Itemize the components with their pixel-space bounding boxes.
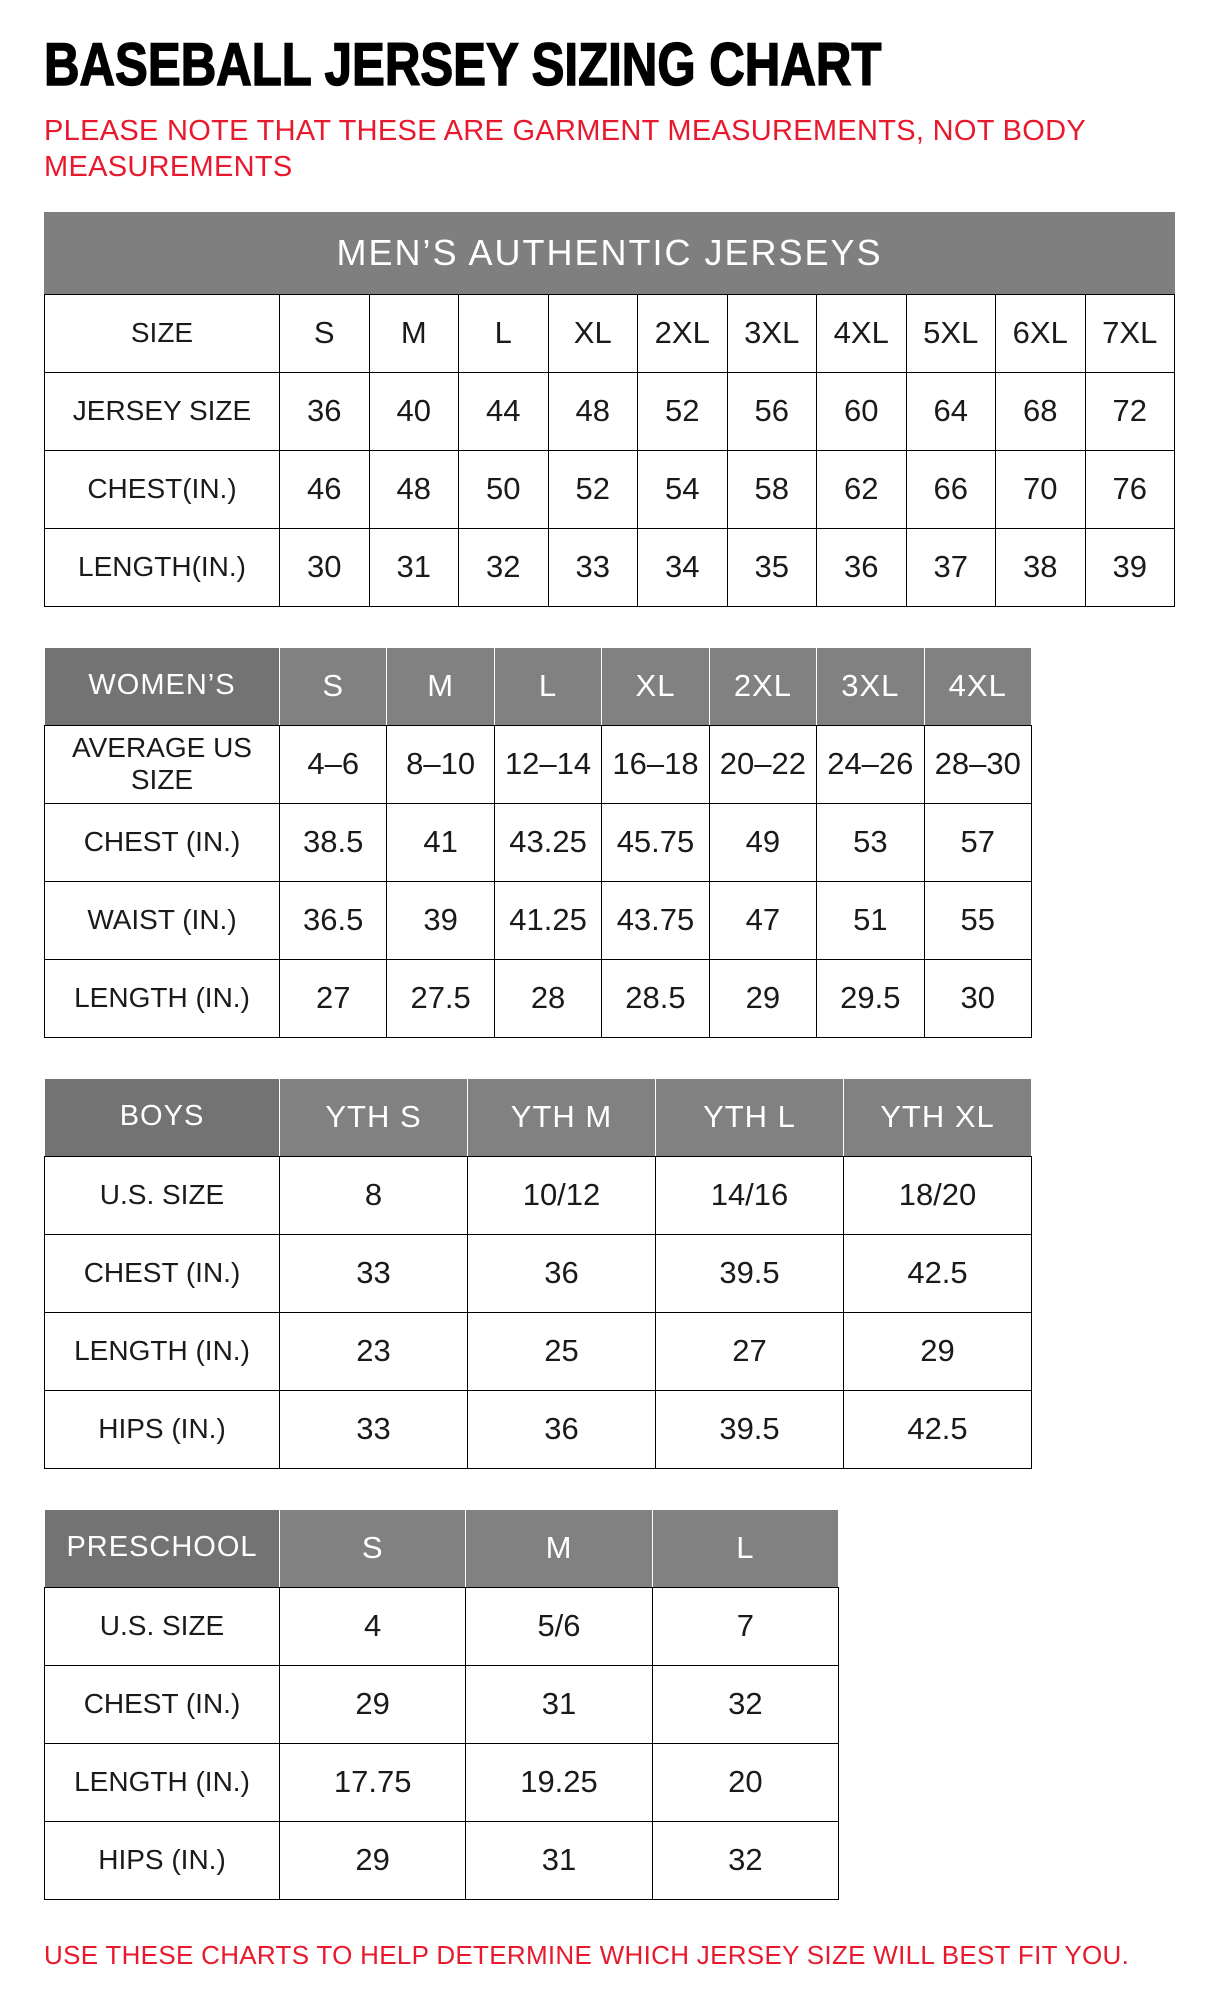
- size-table-row: [45, 372, 1175, 450]
- value-cell: 41: [387, 803, 494, 881]
- value-cell: 39.5: [656, 1390, 844, 1468]
- value-cell: 53: [817, 803, 924, 881]
- row-label-cell: CHEST (IN.): [45, 803, 280, 881]
- value-cell: 43.25: [494, 803, 601, 881]
- boys-jerseys-section: [44, 1078, 1190, 1469]
- size-column-header: L: [494, 647, 601, 725]
- size-column-header: YTH XL: [844, 1078, 1032, 1156]
- size-column-header: 3XL: [817, 647, 924, 725]
- fit-advice-note: USE THESE CHARTS TO HELP DETERMINE WHICH JERSEY SIZE WILL BEST FIT YOU.: [44, 1939, 1130, 1970]
- value-cell: 29: [280, 1665, 466, 1743]
- value-cell: 29: [844, 1312, 1032, 1390]
- value-cell: 20–22: [709, 725, 816, 803]
- value-cell: 32: [652, 1665, 838, 1743]
- value-cell: 36: [468, 1234, 656, 1312]
- value-cell: 39: [1085, 528, 1175, 606]
- boys-size-table-host: [44, 1078, 1190, 1469]
- value-cell: 34: [638, 528, 728, 606]
- value-cell: 55: [924, 881, 1031, 959]
- value-cell: 46: [280, 450, 370, 528]
- size-table-row: [45, 725, 1032, 803]
- value-cell: 72: [1085, 372, 1175, 450]
- size-table-row: [45, 294, 1175, 372]
- value-cell: 48: [369, 450, 459, 528]
- row-label-cell: U.S. SIZE: [45, 1156, 280, 1234]
- value-cell: 25: [468, 1312, 656, 1390]
- size-column-header: 4XL: [924, 647, 1031, 725]
- mens-table-title-bar: MEN’S AUTHENTIC JERSEYS: [44, 212, 1175, 294]
- table-group-label: BOYS: [45, 1078, 280, 1156]
- size-table-row: [45, 803, 1032, 881]
- value-cell: 54: [638, 450, 728, 528]
- value-cell: 76: [1085, 450, 1175, 528]
- size-table-row: [45, 881, 1032, 959]
- size-table-row: [45, 1743, 839, 1821]
- value-cell: 30: [280, 528, 370, 606]
- value-cell: 28: [494, 959, 601, 1037]
- size-table-row: [45, 1390, 1032, 1468]
- value-cell: 66: [906, 450, 996, 528]
- value-cell: 4XL: [817, 294, 907, 372]
- value-cell: 8–10: [387, 725, 494, 803]
- value-cell: 24–26: [817, 725, 924, 803]
- value-cell: 32: [652, 1821, 838, 1899]
- size-column-header: YTH L: [656, 1078, 844, 1156]
- value-cell: 28.5: [602, 959, 709, 1037]
- value-cell: 45.75: [602, 803, 709, 881]
- row-label-cell: LENGTH (IN.): [45, 1312, 280, 1390]
- value-cell: 47: [709, 881, 816, 959]
- value-cell: 5XL: [906, 294, 996, 372]
- size-table: [44, 1509, 839, 1900]
- size-column-header: L: [652, 1509, 838, 1587]
- value-cell: 18/20: [844, 1156, 1032, 1234]
- size-table: [44, 294, 1175, 607]
- value-cell: 42.5: [844, 1390, 1032, 1468]
- value-cell: 52: [548, 450, 638, 528]
- size-column-header: S: [280, 1509, 466, 1587]
- row-label-cell: HIPS (IN.): [45, 1821, 280, 1899]
- value-cell: 33: [280, 1234, 468, 1312]
- size-table-row: [45, 1234, 1032, 1312]
- value-cell: XL: [548, 294, 638, 372]
- value-cell: 32: [459, 528, 549, 606]
- value-cell: 36: [817, 528, 907, 606]
- value-cell: 43.75: [602, 881, 709, 959]
- preschool-size-table-host: [44, 1509, 1190, 1900]
- size-table-row: [45, 528, 1175, 606]
- value-cell: 52: [638, 372, 728, 450]
- value-cell: 42.5: [844, 1234, 1032, 1312]
- value-cell: 10/12: [468, 1156, 656, 1234]
- value-cell: 39: [387, 881, 494, 959]
- row-label-cell: WAIST (IN.): [45, 881, 280, 959]
- value-cell: 27.5: [387, 959, 494, 1037]
- value-cell: 6XL: [996, 294, 1086, 372]
- row-label-cell: LENGTH (IN.): [45, 1743, 280, 1821]
- value-cell: 31: [466, 1821, 652, 1899]
- value-cell: 31: [466, 1665, 652, 1743]
- size-table-header-row: [45, 1078, 1032, 1156]
- row-label-cell: CHEST (IN.): [45, 1665, 280, 1743]
- size-table-row: [45, 1587, 839, 1665]
- value-cell: 27: [280, 959, 387, 1037]
- value-cell: 20: [652, 1743, 838, 1821]
- value-cell: 23: [280, 1312, 468, 1390]
- value-cell: 27: [656, 1312, 844, 1390]
- value-cell: 3XL: [727, 294, 817, 372]
- value-cell: 50: [459, 450, 549, 528]
- value-cell: M: [369, 294, 459, 372]
- value-cell: 40: [369, 372, 459, 450]
- value-cell: 14/16: [656, 1156, 844, 1234]
- size-table-row: [45, 1156, 1032, 1234]
- value-cell: 38: [996, 528, 1086, 606]
- value-cell: 29.5: [817, 959, 924, 1037]
- value-cell: 64: [906, 372, 996, 450]
- size-column-header: M: [466, 1509, 652, 1587]
- table-group-label: PRESCHOOL: [45, 1509, 280, 1587]
- size-table-row: [45, 959, 1032, 1037]
- value-cell: S: [280, 294, 370, 372]
- row-label-cell: LENGTH (IN.): [45, 959, 280, 1037]
- row-label-cell: SIZE: [45, 294, 280, 372]
- value-cell: 4: [280, 1587, 466, 1665]
- size-column-header: 2XL: [709, 647, 816, 725]
- value-cell: 7XL: [1085, 294, 1175, 372]
- value-cell: 7: [652, 1587, 838, 1665]
- value-cell: 35: [727, 528, 817, 606]
- value-cell: 29: [280, 1821, 466, 1899]
- size-table-header-row: [45, 647, 1032, 725]
- value-cell: 30: [924, 959, 1031, 1037]
- mens-size-table-host: [44, 294, 1190, 607]
- value-cell: 12–14: [494, 725, 601, 803]
- size-table: [44, 1078, 1032, 1469]
- value-cell: 4–6: [280, 725, 387, 803]
- womens-jerseys-section: [44, 647, 1190, 1038]
- value-cell: 19.25: [466, 1743, 652, 1821]
- value-cell: 2XL: [638, 294, 728, 372]
- size-column-header: S: [280, 647, 387, 725]
- value-cell: 62: [817, 450, 907, 528]
- value-cell: L: [459, 294, 549, 372]
- size-table-row: [45, 1821, 839, 1899]
- value-cell: 48: [548, 372, 638, 450]
- value-cell: 33: [280, 1390, 468, 1468]
- value-cell: 60: [817, 372, 907, 450]
- womens-size-table-host: [44, 647, 1190, 1038]
- value-cell: 58: [727, 450, 817, 528]
- value-cell: 51: [817, 881, 924, 959]
- value-cell: 36: [280, 372, 370, 450]
- row-label-cell: HIPS (IN.): [45, 1390, 280, 1468]
- value-cell: 8: [280, 1156, 468, 1234]
- size-table-row: [45, 1665, 839, 1743]
- row-label-cell: AVERAGE US SIZE: [45, 725, 280, 803]
- size-table-header-row: [45, 1509, 839, 1587]
- page-title: BASEBALL JERSEY SIZING CHART: [44, 31, 882, 98]
- value-cell: 28–30: [924, 725, 1031, 803]
- row-label-cell: CHEST (IN.): [45, 1234, 280, 1312]
- value-cell: 33: [548, 528, 638, 606]
- preschool-jerseys-section: [44, 1509, 1190, 1900]
- value-cell: 70: [996, 450, 1086, 528]
- value-cell: 5/6: [466, 1587, 652, 1665]
- value-cell: 41.25: [494, 881, 601, 959]
- value-cell: 57: [924, 803, 1031, 881]
- mens-jerseys-section: [44, 212, 1190, 607]
- value-cell: 16–18: [602, 725, 709, 803]
- size-table-row: [45, 1312, 1032, 1390]
- size-column-header: YTH M: [468, 1078, 656, 1156]
- value-cell: 49: [709, 803, 816, 881]
- value-cell: 36.5: [280, 881, 387, 959]
- row-label-cell: JERSEY SIZE: [45, 372, 280, 450]
- size-column-header: M: [387, 647, 494, 725]
- size-column-header: YTH S: [280, 1078, 468, 1156]
- value-cell: 56: [727, 372, 817, 450]
- table-group-label: WOMEN’S: [45, 647, 280, 725]
- value-cell: 39.5: [656, 1234, 844, 1312]
- value-cell: 36: [468, 1390, 656, 1468]
- row-label-cell: CHEST(IN.): [45, 450, 280, 528]
- size-table-row: [45, 450, 1175, 528]
- value-cell: 31: [369, 528, 459, 606]
- value-cell: 37: [906, 528, 996, 606]
- value-cell: 44: [459, 372, 549, 450]
- value-cell: 17.75: [280, 1743, 466, 1821]
- value-cell: 38.5: [280, 803, 387, 881]
- value-cell: 68: [996, 372, 1086, 450]
- row-label-cell: LENGTH(IN.): [45, 528, 280, 606]
- size-table: [44, 647, 1032, 1038]
- garment-measurement-note: PLEASE NOTE THAT THESE ARE GARMENT MEASUREMENTS, NOT BODY MEASUREMENTS: [44, 115, 1086, 184]
- size-column-header: XL: [602, 647, 709, 725]
- row-label-cell: U.S. SIZE: [45, 1587, 280, 1665]
- value-cell: 29: [709, 959, 816, 1037]
